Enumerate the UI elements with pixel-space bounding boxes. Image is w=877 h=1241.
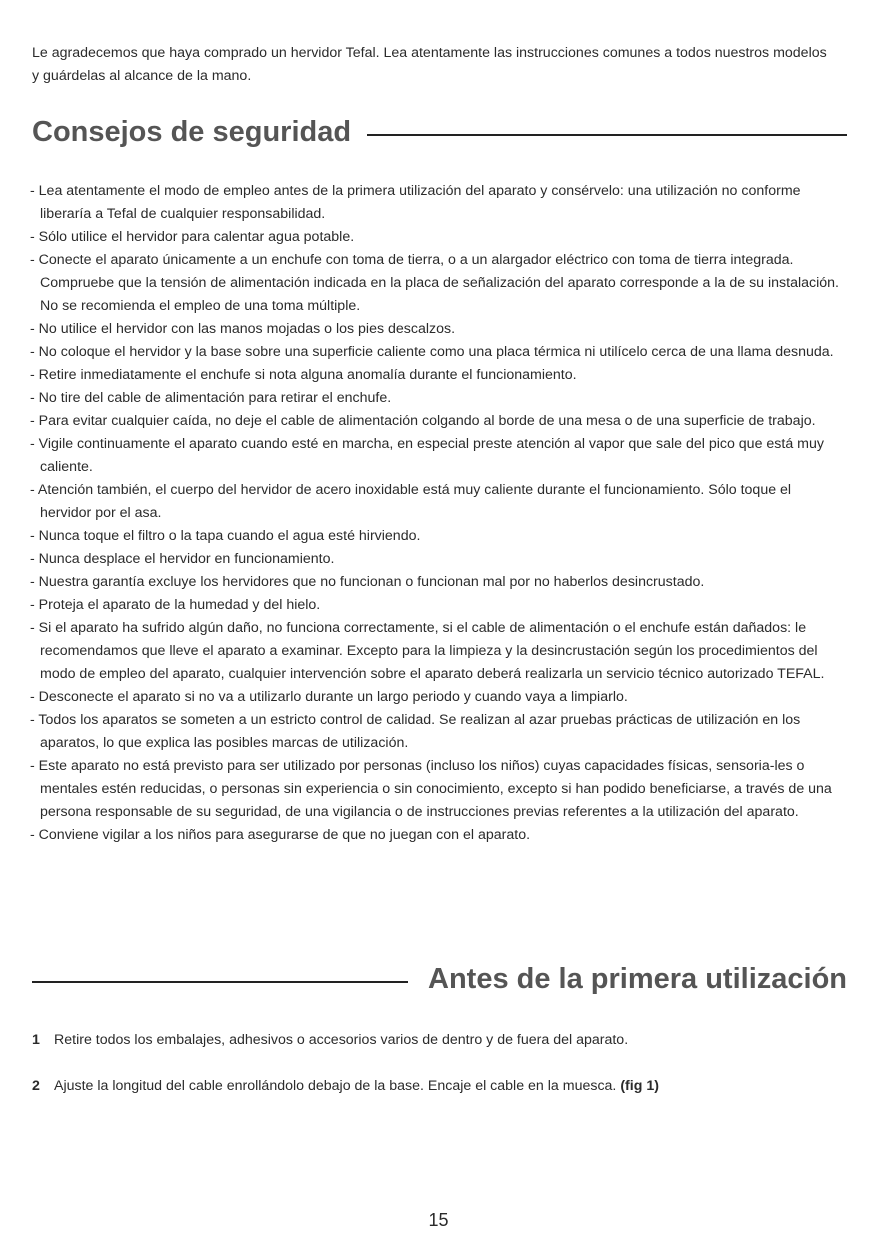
- list-item: - Si el aparato ha sufrido algún daño, no funciona correctamente, si el cable de alimentación o el enchufe están dañados: le recomendamos que lleve el aparato a examinar. Excepto para la limpieza y la desincrustación según los procedimientos del modo de empleo del aparato, cualquier intervención sobre el aparato deberá realizarla un servicio técnico autorizado TEFAL.: [30, 617, 845, 686]
- list-item: - Nuestra garantía excluye los hervidores que no funcionan o funcionan mal por no haberlos desincrustado.: [30, 571, 845, 594]
- list-item: - Este aparato no está previsto para ser utilizado por personas (incluso los niños) cuyas capacidades físicas, sensoria-les o mentales estén reducidas, o personas sin experiencia o sin conocimiento, excepto si han podido beneficiarse, a través de una persona responsable de su seguridad, de una vigilancia o de instrucciones previas referentes a la utilización del aparato.: [30, 755, 845, 824]
- list-item: - Retire inmediatamente el enchufe si nota alguna anomalía durante el funcionamiento.: [30, 364, 845, 387]
- list-item: - Lea atentamente el modo de empleo antes de la primera utilización del aparato y consérvelo: una utilización no conforme liberaría a Tefal de cualquier responsabilidad.: [30, 180, 845, 226]
- step-number: 1: [32, 1032, 40, 1048]
- list-item: - Nunca desplace el hervidor en funcionamiento.: [30, 548, 845, 571]
- intro-paragraph: Le agradecemos que haya comprado un hervidor Tefal. Lea atentamente las instrucciones comunes a todos nuestros modelos y guárdelas al alcance de la mano.: [32, 45, 827, 85]
- list-item: - Proteja el aparato de la humedad y del hielo.: [30, 594, 845, 617]
- step-text: Ajuste la longitud del cable enrollándolo debajo de la base. Encaje el cable en la muesca. (fig 1): [54, 1078, 659, 1094]
- heading-rule: [367, 134, 847, 136]
- figure-reference: (fig 1): [620, 1078, 659, 1094]
- step-number: 2: [32, 1078, 40, 1094]
- safety-list: [30, 180, 845, 847]
- list-item: - Atención también, el cuerpo del hervidor de acero inoxidable está muy caliente durante el funcionamiento. Sólo toque el hervidor por el asa.: [30, 479, 845, 525]
- page-number: 15: [428, 1210, 449, 1230]
- section-title-first-use: Antes de la primera utilización: [428, 963, 847, 995]
- list-item: - No utilice el hervidor con las manos mojadas o los pies descalzos.: [30, 318, 845, 341]
- section-title-safety: Consejos de seguridad: [32, 116, 352, 148]
- step-item: [32, 1029, 847, 1052]
- heading-rule: [32, 981, 408, 983]
- list-item: - Vigile continuamente el aparato cuando esté en marcha, en especial preste atención al vapor que sale del pico que está muy caliente.: [30, 433, 845, 479]
- list-item: - No coloque el hervidor y la base sobre una superficie caliente como una placa térmica ni utilícelo cerca de una llama desnuda.: [30, 341, 845, 364]
- list-item: - Todos los aparatos se someten a un estricto control de calidad. Se realizan al azar pruebas prácticas de utilización en los aparatos, lo que explica las posibles marcas de utilización.: [30, 709, 845, 755]
- step-text: Retire todos los embalajes, adhesivos o accesorios varios de dentro y de fuera del aparato.: [54, 1032, 629, 1048]
- list-item: - Para evitar cualquier caída, no deje el cable de alimentación colgando al borde de una mesa o de una superficie de trabajo.: [30, 410, 845, 433]
- list-item: - Sólo utilice el hervidor para calentar agua potable.: [30, 226, 845, 249]
- step-item: [32, 1075, 847, 1098]
- section-heading-safety: [32, 116, 847, 149]
- section-heading-first-use: [32, 963, 847, 996]
- list-item: - Conecte el aparato únicamente a un enchufe con toma de tierra, o a un alargador eléctrico con toma de tierra integrada. Compruebe que la tensión de alimentación indicada en la placa de señalización del aparato corresponde a la de su instalación. No se recomienda el empleo de una toma múltiple.: [30, 249, 845, 318]
- list-item: - Conviene vigilar a los niños para asegurarse de que no juegan con el aparato.: [30, 824, 845, 847]
- list-item: - No tire del cable de alimentación para retirar el enchufe.: [30, 387, 845, 410]
- list-item: - Desconecte el aparato si no va a utilizarlo durante un largo periodo y cuando vaya a limpiarlo.: [30, 686, 845, 709]
- steps-list: [32, 1029, 847, 1121]
- list-item: - Nunca toque el filtro o la tapa cuando el agua esté hirviendo.: [30, 525, 845, 548]
